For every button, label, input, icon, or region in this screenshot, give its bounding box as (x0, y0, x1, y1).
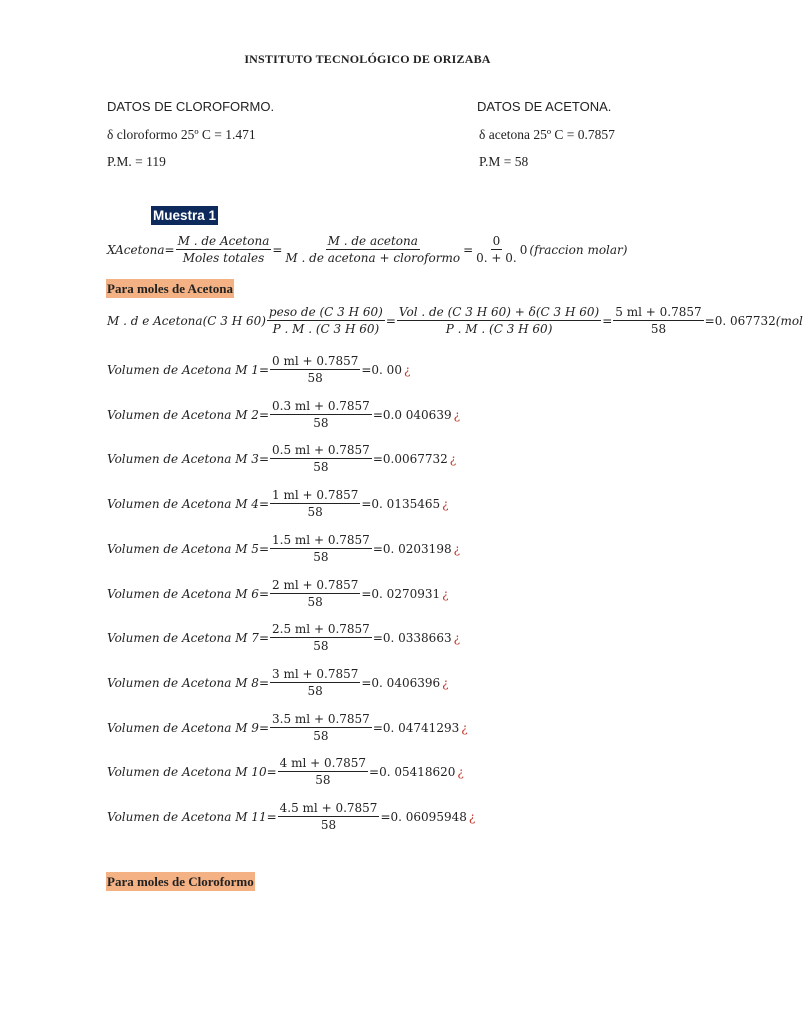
xacetona-equation: XAcetona = $\frac{\text{M . de Acetona}}{\text{Moles totales}}$ = $\frac{\text{M . de acetona}}{\text{M . de acetona + cloroformo}}$ = $\frac{0}{0. + 0.}$ 0 (fraccion molar) (107, 234, 628, 265)
volumen-denominator: 58 (315, 773, 331, 787)
xacetona-fraction-3: $\frac{0}{0. + 0.}$ (476, 234, 517, 265)
volumen-result: 0. 0270931 (371, 586, 441, 601)
volumen-denominator: 58 (313, 416, 329, 430)
volumen-result: 0. 0406396 (371, 675, 441, 690)
volumen-mark: ¿ (461, 720, 468, 735)
volumen-row: Volumen de Acetona M 3 = $\frac{0.5 ml + 0.7857}{58}$ = 0.0067732 ¿ (107, 443, 457, 474)
volumen-numerator: 0.3 ml + 0.7857 (272, 399, 370, 413)
volumen-mark: ¿ (453, 407, 461, 422)
cloroformo-pm: P.M. = 119 (107, 154, 166, 169)
volumen-numerator: 1 ml + 0.7857 (272, 488, 359, 502)
volumen-mark: ¿ (449, 451, 457, 466)
moles-lhs: M . d e Acetona (107, 313, 203, 328)
volumen-fraction (270, 399, 372, 430)
volumen-label: Volumen de Acetona M 8 (107, 675, 259, 690)
volumen-fraction (270, 622, 372, 653)
volumen-fraction (270, 443, 372, 474)
volumen-denominator: 58 (307, 595, 323, 609)
volumen-mark: ¿ (442, 496, 449, 511)
volumen-row: Volumen de Acetona M 4 = $\frac{1 ml + 0.7857}{58}$ = 0. 0135465 ¿ (107, 488, 449, 519)
volumen-numerator: 2 ml + 0.7857 (272, 578, 359, 592)
section-acetona-heading: Para moles de Acetona (107, 281, 234, 296)
volumen-label: Volumen de Acetona M 3 (107, 451, 259, 466)
volumen-result: 0.0 040639 (382, 407, 452, 422)
volumen-row: Volumen de Acetona M 5 = $\frac{1.5 ml + 0.7857}{58}$ = 0. 0203198 ¿ (107, 533, 461, 564)
volumen-denominator: 58 (313, 639, 329, 653)
acetona-density: δ acetona 25º C = 0.7857 (479, 127, 615, 142)
volumen-row: Volumen de Acetona M 2 = $\frac{0.3 ml + 0.7857}{58}$ = 0.0 040639 ¿ (107, 399, 461, 430)
volumen-label: Volumen de Acetona M 5 (107, 541, 259, 556)
volumen-numerator: 1.5 ml + 0.7857 (272, 533, 370, 547)
moles-acetona-formula: M . d e Acetona (C 3 H 60) $\frac{\text{peso de (C 3 H 60)}}{P . M . (C 3 H 60)}$ = $\frac{\text{Vol . de (C 3 H 60) + δ(C 3 H 60)}}{P . M . (C 3 H 60)}$ = $\frac{5 ml + 0.7857}{58}$ = 0. 067732 (mol (107, 305, 803, 336)
volumen-result: 0. 05418620 (379, 764, 456, 779)
volumen-mark: ¿ (468, 809, 476, 824)
volumen-numerator: 3.5 ml + 0.7857 (272, 712, 370, 726)
volumen-label: Volumen de Acetona M 6 (107, 586, 259, 601)
volumen-fraction (270, 354, 360, 385)
moles-fraction-1: $\frac{\text{peso de (C 3 H 60)}}{P . M . (C 3 H 60)}$ (268, 305, 383, 336)
volumen-row: Volumen de Acetona M 7 = $\frac{2.5 ml + 0.7857}{58}$ = 0. 0338663 ¿ (107, 622, 461, 653)
xacetona-fraction-1: $\frac{\text{M . de Acetona}}{\text{Moles totales}}$ (177, 234, 270, 265)
acetona-heading: DATOS DE ACETONA. (477, 99, 612, 114)
cloroformo-density: δ cloroformo 25º C = 1.471 (107, 127, 256, 142)
volumen-denominator: 58 (313, 460, 329, 474)
moles-result: 0. 067732 (714, 313, 776, 328)
volumen-numerator: 3 ml + 0.7857 (272, 667, 359, 681)
volumen-row: Volumen de Acetona M 9 = $\frac{3.5 ml + 0.7857}{58}$ = 0. 04741293 ¿ (107, 712, 468, 743)
volumen-denominator: 58 (307, 371, 323, 385)
volumen-label: Volumen de Acetona M 2 (107, 407, 259, 422)
volumen-fraction (270, 533, 372, 564)
xacetona-lhs: XAcetona (107, 242, 165, 257)
xacetona-result-label: (fraccion molar) (529, 242, 628, 257)
volumen-mark: ¿ (453, 630, 461, 645)
volumen-label: Volumen de Acetona M 10 (107, 764, 267, 779)
volumen-result: 0. 0203198 (382, 541, 452, 556)
volumen-denominator: 58 (313, 729, 329, 743)
volumen-label: Volumen de Acetona M 7 (107, 630, 259, 645)
volumen-label: Volumen de Acetona M 11 (107, 809, 267, 824)
moles-fraction-2: $\frac{\text{Vol . de (C 3 H 60) + δ(C 3 H 60)}}{P . M . (C 3 H 60)}$ (398, 305, 600, 336)
volumen-numerator: 0.5 ml + 0.7857 (272, 443, 370, 457)
section-cloroformo-heading: Para moles de Cloroformo (107, 874, 254, 889)
volumen-row: Volumen de Acetona M 11 = $\frac{4.5 ml + 0.7857}{58}$ = 0. 06095948 ¿ (107, 801, 476, 832)
volumen-row: Volumen de Acetona M 8 = $\frac{3 ml + 0.7857}{58}$ = 0. 0406396 ¿ (107, 667, 449, 698)
volumen-numerator: 4 ml + 0.7857 (279, 756, 366, 770)
volumen-result: 0. 06095948 (390, 809, 467, 824)
volumen-mark: ¿ (453, 541, 461, 556)
moles-fraction-3: $\frac{5 ml + 0.7857}{58}$ (615, 305, 702, 336)
volumen-fraction (270, 712, 372, 743)
volumen-mark: ¿ (442, 675, 449, 690)
volumen-label: Volumen de Acetona M 9 (107, 720, 259, 735)
volumen-result: 0.0067732 (382, 451, 448, 466)
volumen-fraction (270, 667, 360, 698)
volumen-row: Volumen de Acetona M 1 = $\frac{0 ml + 0.7857}{58}$ = 0. 00 ¿ (107, 354, 411, 385)
xacetona-result: 0 (519, 242, 528, 257)
volumen-denominator: 58 (320, 818, 337, 832)
volumen-fraction (278, 801, 380, 832)
volumen-result: 0. 0135465 (371, 496, 441, 511)
volumen-row: Volumen de Acetona M 10 = $\frac{4 ml + 0.7857}{58}$ = 0. 05418620 ¿ (107, 756, 464, 787)
volumen-label: Volumen de Acetona M 1 (107, 362, 259, 377)
volumen-denominator: 58 (313, 550, 329, 564)
volumen-label: Volumen de Acetona M 4 (107, 496, 259, 511)
cloroformo-heading: DATOS DE CLOROFORMO. (107, 99, 275, 114)
volumen-mark: ¿ (457, 764, 464, 779)
volumen-numerator: 4.5 ml + 0.7857 (279, 801, 378, 815)
volumen-result: 0. 00 (371, 362, 402, 377)
volumen-result: 0. 0338663 (382, 630, 452, 645)
volumen-row: Volumen de Acetona M 6 = $\frac{2 ml + 0.7857}{58}$ = 0. 0270931 ¿ (107, 578, 449, 609)
volumen-mark: ¿ (403, 362, 411, 377)
volumen-denominator: 58 (307, 505, 323, 519)
volumen-result: 0. 04741293 (382, 720, 460, 735)
muestra-label: Muestra 1 (153, 208, 217, 223)
volumen-fraction (278, 756, 368, 787)
volumen-denominator: 58 (307, 684, 323, 698)
moles-unit: (mol (775, 313, 803, 328)
volumen-numerator: 0 ml + 0.7857 (272, 354, 359, 368)
acetona-pm: P.M = 58 (479, 154, 529, 169)
moles-lhs-paren: (C 3 H 60) (202, 313, 266, 328)
document-title: INSTITUTO TECNOLÓGICO DE ORIZABA (244, 52, 491, 66)
volumen-numerator: 2.5 ml + 0.7857 (272, 622, 370, 636)
volumen-fraction (270, 578, 360, 609)
volumen-mark: ¿ (442, 586, 449, 601)
volumen-fraction (270, 488, 360, 519)
xacetona-fraction-2: $\frac{\text{M . de acetona}}{\text{M . de acetona + cloroformo}}$ (285, 234, 461, 265)
